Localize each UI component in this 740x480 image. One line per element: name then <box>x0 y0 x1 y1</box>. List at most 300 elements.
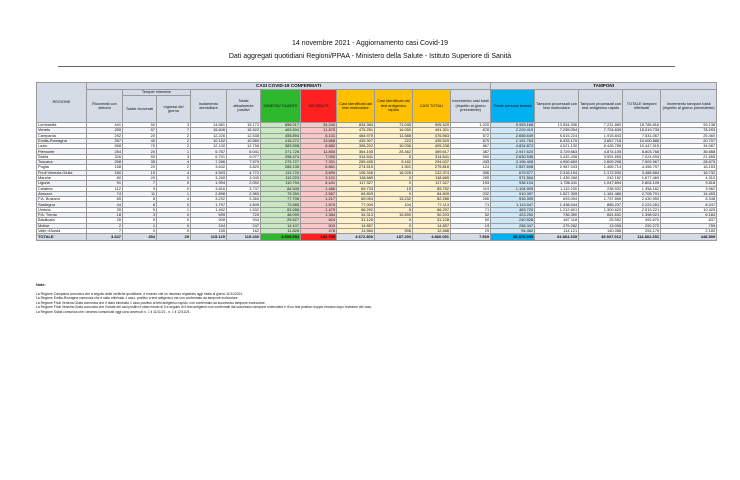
table-cell: 117.327 <box>413 181 451 186</box>
table-cell: 936.104 <box>491 181 535 186</box>
table-cell: 35 <box>87 207 123 212</box>
table-cell: 20.707 <box>661 138 717 143</box>
table-cell: 4.021.130 <box>535 144 579 149</box>
table-cell: 516.305 <box>491 197 535 202</box>
table-cell: 4.441 <box>301 181 337 186</box>
table-cell: 885.237 <box>579 202 623 207</box>
table-cell: 2.987.043 <box>535 165 579 170</box>
table-cell: 463.720 <box>491 207 535 212</box>
table-cell: 7.295.094 <box>535 128 579 133</box>
table-cell: 94.462 <box>491 228 535 233</box>
table-cell: 2.947.620 <box>491 149 535 154</box>
region-name-cell: Molise <box>37 223 87 228</box>
table-cell: 15.606 <box>191 128 227 133</box>
table-cell: 397 <box>87 138 123 143</box>
table-cell: 0 <box>123 228 157 233</box>
table-cell: 1.915.843 <box>579 133 623 138</box>
table-cell: 82.286 <box>413 197 451 202</box>
table-cell: 9 <box>123 186 157 191</box>
table-cell: 1.492 <box>191 207 227 212</box>
table-cell: 1.677.460 <box>623 175 661 180</box>
table-cell: 759 <box>661 223 717 228</box>
table-cell: 371.726 <box>261 149 301 154</box>
table-cell: 66.292 <box>337 207 375 212</box>
table-cell: 89.752 <box>413 186 451 191</box>
table-cell: 7 <box>157 128 191 133</box>
region-name-cell: Marche <box>37 175 87 180</box>
table-cell: 679 <box>451 138 491 143</box>
col-incremento-casi: Incremento casi totali (rispetto al giorno precedente) <box>451 90 491 123</box>
table-cell: 11.588 <box>375 133 413 138</box>
total-cell: TOTALE <box>37 234 87 241</box>
table-cell: 31.128 <box>337 218 375 223</box>
table-cell: 396 <box>451 170 491 175</box>
table-cell: 15.019.733 <box>623 128 661 133</box>
table-cell: 1.398.021 <box>623 213 661 218</box>
table-cell: 244 <box>191 223 227 228</box>
total-cell: 4.860.091 <box>413 234 451 241</box>
table-cell: 467.118 <box>535 218 579 223</box>
col-deceduti: DECEDUTI <box>301 90 337 123</box>
total-cell: 49.937.912 <box>579 234 623 241</box>
table-cell: 71 <box>451 207 491 212</box>
table-cell: 856.017 <box>261 123 301 128</box>
table-cell: 14.107 <box>261 223 301 228</box>
table-cell: 367 <box>451 149 491 154</box>
table-cell: 8 <box>123 197 157 202</box>
table-cell: 503 <box>301 223 337 228</box>
table-cell: 18.786.816 <box>623 123 661 128</box>
table-cell: 2.180 <box>661 228 717 233</box>
table-cell: 78.293 <box>661 128 717 133</box>
total-cell: 3.647 <box>87 234 123 241</box>
table-cell: 1.737.856 <box>579 197 623 202</box>
col-regione: REGIONE <box>37 83 87 123</box>
table-cell: 7 <box>123 181 157 186</box>
total-cell: 132.739 <box>301 234 337 241</box>
table-cell: 4 <box>157 170 191 175</box>
table-cell: 2.513.221 <box>623 207 661 212</box>
table-cell: 298.474 <box>261 154 301 159</box>
table-cell: 275.816 <box>413 165 451 170</box>
table-cell: 84.809 <box>413 191 451 196</box>
table-cell: 77.706 <box>261 197 301 202</box>
table-cell: 8.603.768 <box>623 149 661 154</box>
table-cell: 15.890 <box>375 213 413 218</box>
table-cell: 415.272 <box>261 138 301 143</box>
table-cell: 934 <box>227 218 261 223</box>
table-cell: 3.292 <box>191 197 227 202</box>
table-cell: 1.466 <box>301 186 337 191</box>
page-title: 14 novembre 2021 - Aggiornamento casi Covid-19 <box>291 40 449 47</box>
table-cell: 5 <box>123 207 157 212</box>
table-cell: 906 <box>375 228 413 233</box>
table-cell: 4.456.757 <box>623 165 661 170</box>
table-cell: 10.447.915 <box>623 144 661 149</box>
table-cell: 14.493 <box>661 191 717 196</box>
table-cell: 1.994 <box>191 181 227 186</box>
table-cell: 4 <box>157 160 191 165</box>
table-cell: 34.240 <box>301 123 337 128</box>
table-cell: 439.529 <box>413 138 451 143</box>
table-cell: 50 <box>451 218 491 223</box>
table-cell: 1.384 <box>301 213 337 218</box>
table-cell: 10.425 <box>661 207 717 212</box>
region-name-cell: Toscana <box>37 160 87 165</box>
table-cell: 7.331 <box>301 160 337 165</box>
table-cell: 1 <box>157 191 191 196</box>
table-cell: 34.087 <box>661 144 717 149</box>
table-cell: 104 <box>375 202 413 207</box>
table-cell: 395.202 <box>337 144 375 149</box>
table-cell: 240.528 <box>491 218 535 223</box>
table-cell: 265.135 <box>261 165 301 170</box>
table-cell: 2.898 <box>191 191 227 196</box>
table-cell: 28.675 <box>661 160 717 165</box>
col-tamponi-antigenico: Tamponi processati con test antigenico rapido <box>579 90 623 123</box>
table-cell: 11 <box>123 191 157 196</box>
table-cell: 1 <box>157 149 191 154</box>
table-cell: 314.641 <box>413 154 451 159</box>
table-cell: 84.549 <box>261 186 301 191</box>
table-cell: 79.259 <box>261 191 301 196</box>
table-cell: 455.894 <box>261 133 301 138</box>
table-cell: 1.104.909 <box>491 186 535 191</box>
table-cell: 238.932 <box>579 186 623 191</box>
table-cell: 110.794 <box>261 181 301 186</box>
table-cell: 423.250 <box>491 213 535 218</box>
region-name-cell: Friuli Venezia Giulia <box>37 170 87 175</box>
page-subtitle: Dati aggregati quotidiani Regioni/PPAA - Ministero della Salute - Istituto Superiore di Sanità <box>228 53 512 60</box>
table-cell: 0 <box>375 223 413 228</box>
region-name-cell: Veneto <box>37 128 87 133</box>
covid-data-table <box>36 82 717 241</box>
table-cell: 25.462 <box>375 149 413 154</box>
table-cell: 872 <box>451 133 491 138</box>
table-cell: 3.616 <box>191 186 227 191</box>
table-cell: 69.054 <box>337 197 375 202</box>
table-cell: 21.655 <box>661 154 717 159</box>
table-cell: 114.121 <box>535 228 579 233</box>
table-cell: 834.384 <box>337 123 375 128</box>
table-cell: 476.563 <box>413 133 451 138</box>
table-cell: 5.757 <box>191 149 227 154</box>
table-cell: 3.488.684 <box>623 170 661 175</box>
table-cell: 66.297 <box>413 207 451 212</box>
region-name-cell: Lombardia <box>37 123 87 128</box>
table-cell: 50 <box>123 123 157 128</box>
table-cell: 463.504 <box>261 128 301 133</box>
col-tamponi-molecolare: Tamponi processati con test molecolare <box>535 90 579 123</box>
note-line: La Regione Friuli Venezia Giulia comunica che è stato eliminato 1 caso positivo al test antigenico rapido, non confermato da successivo tampone molecolare. <box>36 300 266 305</box>
table-cell: 6.861 <box>301 165 337 170</box>
table-cell: 57 <box>123 128 157 133</box>
group-casi-confermati: CASI COVID-19 CONFERMATI <box>87 83 491 90</box>
col-ti-ingressi: Ingressi del giorno <box>157 96 191 123</box>
table-cell: 0 <box>375 191 413 196</box>
table-cell: 20 <box>123 149 157 154</box>
col-ti-totale: Totale ricoverati <box>123 96 157 123</box>
total-cell: 29 <box>157 234 191 241</box>
table-cell: 279.262 <box>535 223 579 228</box>
table-cell: 11.850 <box>301 149 337 154</box>
table-cell: 1 <box>123 223 157 228</box>
table-cell: 16.153 <box>661 165 717 170</box>
table-cell: 1.679 <box>301 202 337 207</box>
table-cell: 285 <box>451 175 491 180</box>
table-cell: 12.758 <box>227 144 261 149</box>
table-cell: 9.818 <box>661 181 717 186</box>
table-cell: 6.041 <box>227 149 261 154</box>
table-cell: 2.609.298 <box>579 160 623 165</box>
table-cell: 259 <box>87 128 123 133</box>
table-cell: 3.820 <box>227 165 261 170</box>
table-cell: 155 <box>191 228 227 233</box>
table-cell: 475.251 <box>337 128 375 133</box>
table-cell: 106.346 <box>337 170 375 175</box>
table-cell: 2.804.105 <box>623 181 661 186</box>
table-cell: 193 <box>451 181 491 186</box>
table-cell: 89.733 <box>337 186 375 191</box>
table-cell: 464.975 <box>337 133 375 138</box>
table-cell: 867 <box>451 144 491 149</box>
table-cell: 18 <box>87 213 123 218</box>
table-cell: 1.020 <box>451 123 491 128</box>
table-cell: 2 <box>157 144 191 149</box>
table-cell: 678 <box>451 128 491 133</box>
table-cell: 1.338.044 <box>535 202 579 207</box>
table-cell: 2 <box>157 165 191 170</box>
table-cell: 247 <box>227 223 261 228</box>
table-cell: 314.641 <box>337 154 375 159</box>
total-cell: 448.599 <box>661 234 717 241</box>
col-guariti: DIMESSI/ GUARITI <box>261 90 301 123</box>
table-cell: 16.732 <box>661 170 717 175</box>
table-cell: 15.172 <box>227 123 261 128</box>
table-cell: 112.223 <box>261 175 301 180</box>
table-cell: 12.466 <box>413 228 451 233</box>
total-cell: 4.672.800 <box>337 234 375 241</box>
note-line: La Regione Emilia-Romagna comunica che è stato eliminato 1 caso, positivo a test antigenico ma non confermato da tampone molecolare. <box>36 296 239 301</box>
table-cell: 10.152 <box>191 138 227 143</box>
table-cell: 0 <box>157 223 191 228</box>
table-cell: 292 <box>87 133 123 138</box>
table-cell: 256 <box>451 197 491 202</box>
table-cell: 0 <box>375 175 413 180</box>
table-cell: 292.272 <box>623 223 661 228</box>
notes-title: Note: <box>36 283 46 287</box>
table-cell: 5.615.224 <box>535 133 579 138</box>
table-cell: 491.301 <box>413 128 451 133</box>
table-cell: 118.689 <box>337 175 375 180</box>
table-cell: 1.113.547 <box>491 202 535 207</box>
region-name-cell: Emilia-Romagna <box>37 138 87 143</box>
table-cell: 7.024.093 <box>623 154 661 159</box>
notes-section <box>36 283 636 315</box>
table-cell: 2 <box>87 223 123 228</box>
table-cell: 160 <box>87 170 123 175</box>
table-cell: 26 <box>87 218 123 223</box>
group-terapie-intensive: Terapie intensive <box>123 90 191 96</box>
table-cell: 1.849 <box>227 202 261 207</box>
table-cell: 624 <box>301 218 337 223</box>
table-cell: 2.983 <box>227 191 261 196</box>
table-cell: 8 <box>123 202 157 207</box>
table-total-row <box>37 234 717 241</box>
table-cell: 3.121 <box>301 175 337 180</box>
table-cell: 8.348 <box>661 197 717 202</box>
table-cell: 11.828 <box>261 228 301 233</box>
table-cell: 1 <box>157 207 191 212</box>
table-cell: 637 <box>661 218 717 223</box>
table-cell: 6.184 <box>661 213 717 218</box>
table-cell: 693.094 <box>535 197 579 202</box>
total-cell: 114.802.251 <box>623 234 661 241</box>
table-cell: 9.077 <box>227 154 261 159</box>
table-cell: 720 <box>227 213 261 218</box>
table-cell: 99.138 <box>661 123 717 128</box>
table-cell: 119 <box>451 186 491 191</box>
table-cell: 2.708.791 <box>623 191 661 196</box>
table-cell: 1.212.601 <box>535 207 579 212</box>
table-cell: 25.460 <box>661 133 717 138</box>
table-cell: 15.922 <box>227 128 261 133</box>
table-cell: 2.092 <box>227 181 261 186</box>
table-cell: 289.455 <box>337 160 375 165</box>
table-cell: 16.028 <box>375 170 413 175</box>
total-cell: 7.569 <box>451 234 491 241</box>
table-cell: 1.172.530 <box>579 170 623 175</box>
table-cell: 258 <box>87 160 123 165</box>
table-cell: 7.090 <box>301 154 337 159</box>
table-cell: 1.557.698 <box>491 165 535 170</box>
table-cell: 3.591.655 <box>579 154 623 159</box>
total-cell: 115.129 <box>191 234 227 241</box>
table-cell: 1.217 <box>301 197 337 202</box>
region-name-cell: Lazio <box>37 144 87 149</box>
table-cell: 2.567 <box>301 191 337 196</box>
table-cell: 20 <box>123 165 157 170</box>
table-cell: 0 <box>157 181 191 186</box>
table-cell: 2.223.281 <box>623 202 661 207</box>
table-cell: 736.390 <box>535 213 579 218</box>
table-cell: 25.552 <box>579 218 623 223</box>
table-cell: 77.009 <box>337 202 375 207</box>
note-line: La Regione Friuli Venezia Giulia comunica che il totale dei casi positivi è stato ridotto di 5 a seguito di 5 test antigenici non confermati dal successivo tampone molecolare e di un test positivo doppio rimosso dopo revisione del caso. <box>36 305 373 310</box>
table-cell: 294.637 <box>413 160 451 165</box>
table-cell: 77.113 <box>413 202 451 207</box>
table-cell: 50.203 <box>413 213 451 218</box>
table-cell: 13.668 <box>301 138 337 143</box>
table-cell: 3.642 <box>191 165 227 170</box>
table-cell: 8.131 <box>301 133 337 138</box>
note-line: La Regione Sicilia comunica che i decessi comunicati oggi sono avvenuti: n. 1 il 11/11/21 - n. 1 il 12/11/21. <box>36 309 191 314</box>
table-cell: 73.585 <box>261 202 301 207</box>
table-cell: 364.155 <box>337 149 375 154</box>
col-persone-testate: Totale persone testate <box>491 90 535 123</box>
table-cell: 0 <box>375 181 413 186</box>
table-cell: 29.527 <box>261 218 301 223</box>
table-cell: 19 <box>375 186 413 191</box>
table-cell: 405.238 <box>413 144 451 149</box>
table-cell: 905.429 <box>413 123 451 128</box>
table-cell: 1.358.162 <box>623 186 661 191</box>
table-cell: 10.000.888 <box>623 138 661 143</box>
table-cell: 2.430.950 <box>623 197 661 202</box>
table-cell: 1.479 <box>301 207 337 212</box>
col-casi-totali: CASI TOTALI <box>413 90 451 123</box>
table-cell: 0 <box>157 213 191 218</box>
table-cell: 2 <box>157 133 191 138</box>
region-name-cell: Sicilia <box>37 154 87 159</box>
table-cell: 1.300.620 <box>579 207 623 212</box>
total-cell: 64.864.339 <box>535 234 579 241</box>
total-cell: 454 <box>123 234 157 241</box>
table-cell: 63.286 <box>261 207 301 212</box>
table-cell: 5 <box>375 207 413 212</box>
table-cell: 14.857 <box>337 223 375 228</box>
table-cell: 908 <box>191 218 227 223</box>
table-cell: 4.593 <box>191 170 227 175</box>
table-cell: 10.036 <box>375 144 413 149</box>
table-cell: 65 <box>87 197 123 202</box>
table-cell: 3.899 <box>301 170 337 175</box>
table-cell: 20 <box>123 175 157 180</box>
table-cell: 0 <box>157 228 191 233</box>
table-cell: 1.047.694 <box>579 181 623 186</box>
table-cell: 699 <box>191 213 227 218</box>
table-cell: 118.689 <box>413 175 451 180</box>
region-name-cell: P.A. Trento <box>37 213 87 218</box>
table-cell: 4 <box>157 197 191 202</box>
table-cell: 71.045 <box>375 123 413 128</box>
table-cell: 1.181.486 <box>579 191 623 196</box>
table-cell: 35 <box>123 160 157 165</box>
region-name-cell: Calabria <box>37 186 87 191</box>
table-cell: 11.875 <box>301 128 337 133</box>
table-cell: 3.962 <box>661 186 717 191</box>
table-cell: 36.668 <box>661 149 717 154</box>
table-cell: 158 <box>87 165 123 170</box>
table-cell: 3 <box>157 154 191 159</box>
region-name-cell: Valle d'Aosta <box>37 228 87 233</box>
col-ricoverati: Ricoverati con sintomi <box>87 90 123 123</box>
table-cell: 2.656.649 <box>491 133 535 138</box>
table-cell: 0 <box>157 186 191 191</box>
table-cell: 112 <box>87 186 123 191</box>
table-cell: 3.432.438 <box>535 154 579 159</box>
table-cell: 7.724.639 <box>579 128 623 133</box>
table-cell: 4.874.105 <box>579 149 623 154</box>
table-cell: 1.119.230 <box>535 186 579 191</box>
table-cell: 2.316.194 <box>535 170 579 175</box>
total-cell: 119.230 <box>227 234 261 241</box>
table-cell: 14.857 <box>413 223 451 228</box>
col-incremento-tamponi: Incremento tamponi totali (rispetto al giorno precedente) <box>661 90 717 123</box>
region-name-cell: Sardegna <box>37 202 87 207</box>
table-cell: 0 <box>123 218 157 223</box>
table-cell: 1.301 <box>375 165 413 170</box>
table-cell: 3.737 <box>227 186 261 191</box>
table-cell: 13.232 <box>375 197 413 202</box>
table-cell: 1.532 <box>227 207 261 212</box>
table-cell: 0 <box>375 218 413 223</box>
table-cell: 3 <box>123 213 157 218</box>
table-cell: 7.509.967 <box>623 160 661 165</box>
table-cell: 274.515 <box>337 165 375 170</box>
table-cell: 5.182 <box>375 160 413 165</box>
note-line: La Regione Campania comunica che a seguito delle verifiche quotidiane, è emerso che un decesso registrato oggi risale al giorno 11/11/2021. <box>36 291 244 296</box>
